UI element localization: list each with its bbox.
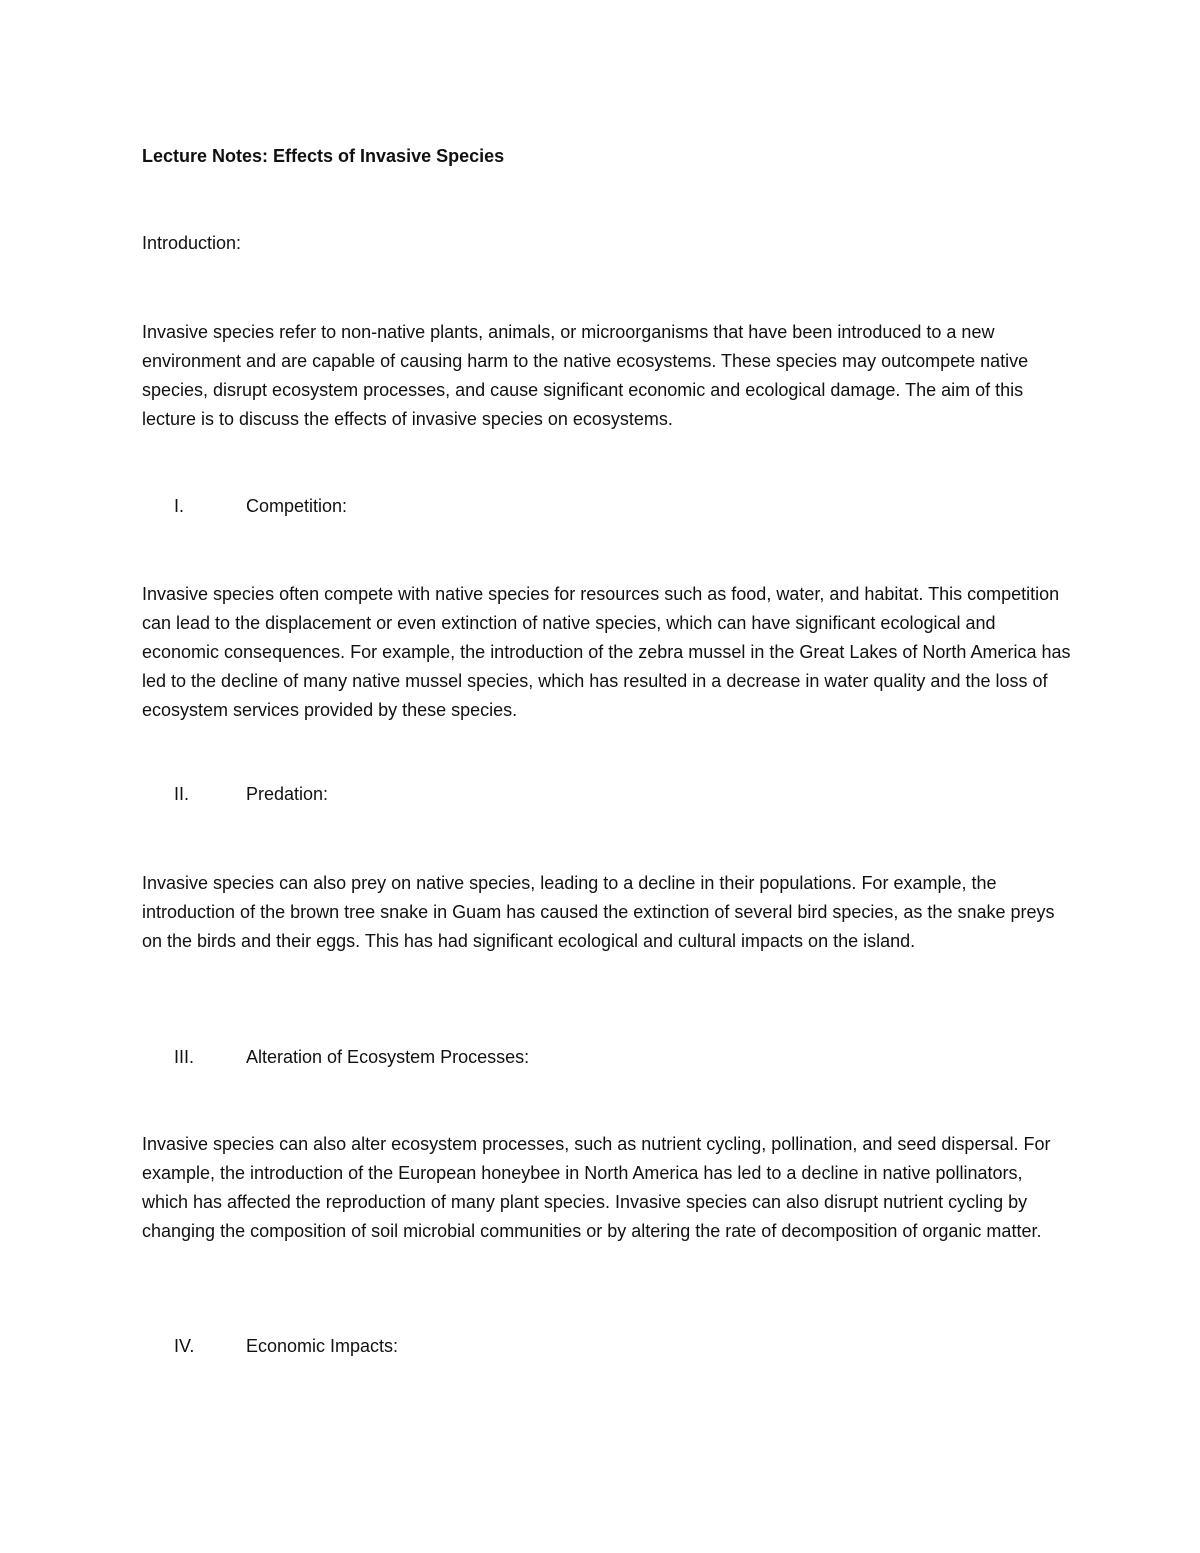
section-number: IV. xyxy=(174,1336,195,1356)
section-label: Competition: xyxy=(246,496,348,516)
predation-paragraph: Invasive species can also prey on native species, leading to a decline in their populations. For example, the introduction of the brown tree snake in Guam has caused the extinction of several bird species, as the snake preys on the birds and their eggs. This has had significant ecological and cultural impacts on the island. xyxy=(142,873,1055,951)
alteration-paragraph: Invasive species can also alter ecosystem processes, such as nutrient cycling, pollination, and seed dispersal. For example, the introduction of the European honeybee in North America has led to a decline in native pollinators, which has affected the reproduction of many plant species. Invasive species can also disrupt nutrient cycling by changing the composition of soil microbial communities or by altering the rate of decomposition of organic matter. xyxy=(142,1134,1051,1241)
section-label: Economic Impacts: xyxy=(246,1336,399,1356)
introduction-paragraph: Invasive species refer to non-native plants, animals, or microorganisms that have been introduced to a new environment and are capable of causing harm to the native ecosystems. These species may outcompete native species, disrupt ecosystem processes, and cause significant economic and ecological damage. The aim of this lecture is to discuss the effects of invasive species on ecosystems. xyxy=(142,322,1029,429)
introduction-heading: Introduction: xyxy=(142,233,242,253)
section-number: III. xyxy=(174,1047,195,1067)
section-number: II. xyxy=(174,784,190,804)
competition-paragraph: Invasive species often compete with native species for resources such as food, water, and habitat. This competition can lead to the displacement or even extinction of native species, which can have significant ecological and economic consequences. For example, the introduction of the zebra mussel in the Great Lakes of North America has led to the decline of many native mussel species, which has resulted in a decrease in water quality and the loss of ecosystem services provided by these species. xyxy=(142,584,1071,720)
section-number: I. xyxy=(174,496,185,516)
section-label: Predation: xyxy=(246,784,329,804)
document-title: Lecture Notes: Effects of Invasive Species xyxy=(142,146,505,166)
section-label: Alteration of Ecosystem Processes: xyxy=(246,1047,530,1067)
